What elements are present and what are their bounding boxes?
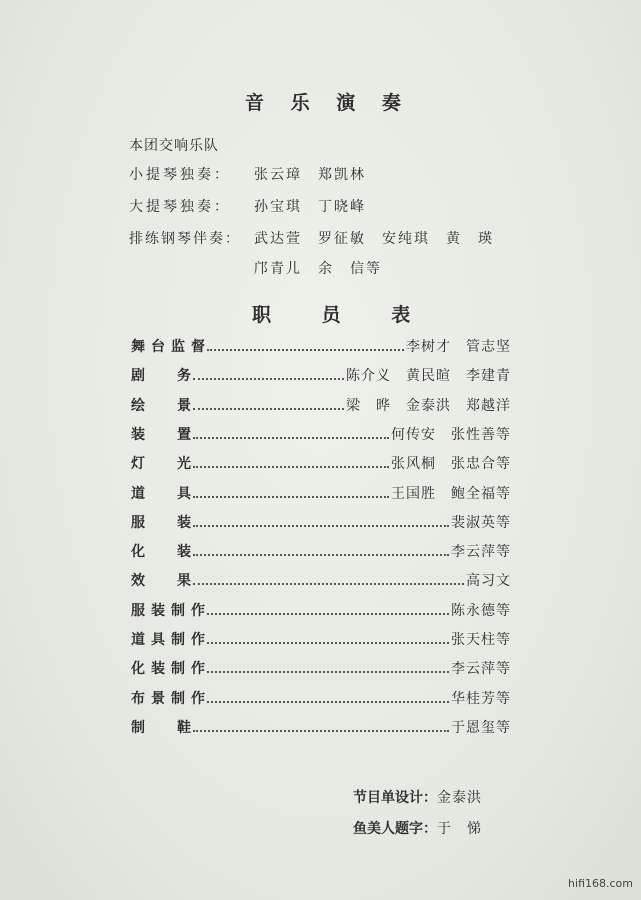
program-design-name: 金泰洪 [437,790,482,806]
staff-row [131,688,511,708]
staff-names: 华桂芳等 [451,690,511,707]
leader-dots [193,465,389,468]
staff-role: 道 具 制 作 [131,632,205,648]
leader-dots [193,582,464,585]
staff-role: 制 鞋 [131,719,191,736]
title-calligraphy-name: 于 悌 [437,821,482,837]
leader-dots [193,729,449,732]
staff-row [131,629,511,649]
leader-dots [193,436,389,439]
leader-dots [193,377,344,380]
staff-role: 灯 光 [131,456,191,473]
staff-section-title: 职 员 表 [252,304,433,326]
leader-dots [207,612,449,615]
staff-role: 舞 台 监 督 [131,339,205,355]
staff-names: 李云萍等 [451,544,511,561]
staff-names: 于恩玺等 [451,719,511,736]
leader-dots [207,348,404,351]
staff-role: 道 具 [131,485,191,502]
staff-names: 李树才 管志坚 [406,339,511,355]
staff-row [131,336,511,356]
piano-names-line-2: 邝青儿 余 信等 [254,261,382,277]
staff-names: 梁 晔 金泰洪 郑越洋 [346,397,511,414]
staff-row [131,365,511,385]
staff-row [131,570,511,590]
staff-row [131,424,511,444]
leader-dots [207,670,449,673]
staff-names: 张风桐 张忠合等 [391,456,511,473]
staff-row [131,717,511,737]
cello-label: 大提琴独奏： [129,199,231,215]
music-section-title: 音 乐 演 奏 [245,92,411,114]
staff-role: 布 景 制 作 [131,690,205,707]
staff-names: 李云萍等 [451,661,511,678]
program-design-label: 节目单设计： [353,790,437,806]
staff-role: 剧 务 [131,368,191,385]
staff-role: 化 装 [131,544,191,561]
staff-row [131,483,511,503]
leader-dots [193,495,389,498]
staff-names: 陈介义 黄民暄 李建青 [346,368,511,385]
violin-names: 张云璋 郑凯林 [254,167,366,183]
violin-label: 小提琴独奏： [129,167,231,183]
staff-row [131,453,511,473]
staff-role: 服 装 制 作 [131,602,205,619]
staff-role: 化 装 制 作 [131,661,205,678]
leader-dots [207,700,449,703]
staff-names: 陈永德等 [451,602,511,619]
staff-row [131,600,511,620]
staff-row [131,541,511,561]
piano-label: 排练钢琴伴奏： [129,231,241,247]
staff-role: 绘 景 [131,397,191,414]
leader-dots [193,553,449,556]
staff-names: 张天柱等 [451,632,511,648]
staff-role: 装 置 [131,426,191,443]
staff-row [131,395,511,415]
staff-role: 服 装 [131,514,191,531]
title-calligraphy-label: 鱼美人题字： [353,821,437,837]
staff-row [131,658,511,678]
staff-names: 王国胜 鲍全福等 [391,485,511,502]
cello-names: 孙宝琪 丁晓峰 [254,199,366,215]
orchestra-name: 本团交响乐队 [129,138,219,154]
leader-dots [207,641,449,644]
piano-names-line-1: 武达萱 罗征敏 安纯琪 黄 瑛 [254,231,494,247]
staff-names: 裴淑英等 [451,514,511,531]
staff-names: 高习文 [466,573,511,590]
title-calligraphy-credit [353,818,482,838]
staff-role: 效 果 [131,573,191,590]
program-design-credit [353,787,482,807]
leader-dots [193,407,344,410]
staff-names: 何传安 张性善等 [391,426,511,443]
watermark: hifi168.com [568,877,633,890]
leader-dots [193,524,449,527]
staff-row [131,512,511,532]
